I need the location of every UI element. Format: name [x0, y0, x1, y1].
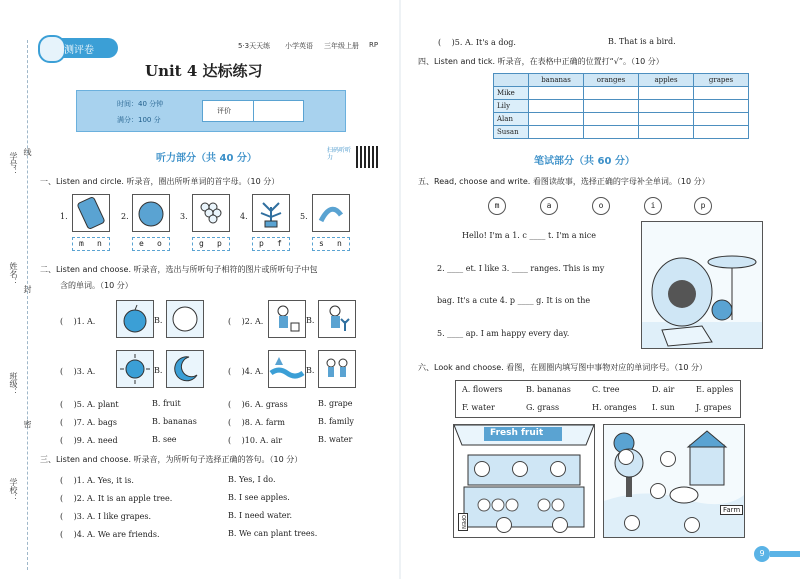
- answer-circle[interactable]: [650, 483, 666, 499]
- moon-picture-icon: [166, 350, 204, 388]
- s2-item-1: ( )1. A.: [60, 317, 96, 326]
- bind-mark-line: 线: [23, 148, 32, 156]
- s1-num: 1.: [60, 212, 68, 221]
- letter-option: a: [540, 197, 558, 215]
- section1-title: 一、Listen and circle. 听录音，圈出所听单词的首字母。（10 分）: [40, 177, 280, 186]
- page-stripe: [770, 551, 800, 557]
- unit-title: Unit 4 达标练习: [145, 62, 263, 80]
- river-picture-icon: [268, 350, 306, 388]
- s2-item-7: ( )7. A. bags: [60, 418, 117, 427]
- section2-title-line1: 二、Listen and choose. 听录音，选出与所听句子相符的图片或所听句子中包: [40, 265, 318, 274]
- s3-item-2-b: B. I see apples.: [228, 493, 290, 502]
- s2-item-9: ( )9. A. need: [60, 436, 118, 445]
- section4-title: 四、Listen and tick. 听录音，在表格中正确的位置打“√”。（10 分）: [418, 57, 664, 66]
- snake-picture-icon: [312, 194, 350, 232]
- orange-picture-icon: [166, 300, 204, 338]
- word-option: A. flowers: [462, 385, 503, 394]
- test-badge: [38, 38, 118, 58]
- s3-item-1-b: B. Yes, I do.: [228, 475, 276, 484]
- s3-item-4: ( )4. A. We are friends.: [60, 530, 160, 539]
- grapes-picture-icon: [192, 194, 230, 232]
- binding-sidebar: [0, 0, 38, 579]
- word-option: I. sun: [652, 403, 675, 412]
- s2-item-6: ( )6. A. grass: [228, 400, 288, 409]
- section2-title-line2: 含的单词。（10 分）: [60, 281, 133, 290]
- section5-title: 五、Read, choose and write. 看图读故事，选择正确的字母补全单词。（10 分）: [418, 177, 710, 186]
- answer-circle[interactable]: [684, 517, 700, 533]
- binding-line: [27, 40, 28, 570]
- page-fold: [399, 0, 401, 579]
- written-section-title: 笔试部分（共 60 分）: [534, 156, 635, 167]
- header-grade: 三年级上册: [324, 42, 359, 50]
- answer-circle[interactable]: [550, 461, 566, 477]
- s2-item-10-b: B. water: [318, 435, 353, 444]
- s2-item-5-b: B. fruit: [152, 399, 181, 408]
- farm-sign: Farm: [720, 505, 743, 515]
- orange-picture-icon: [132, 194, 170, 232]
- listening-section-title: 听力部分（共 40 分）: [156, 153, 257, 164]
- word-option: F. water: [462, 403, 495, 412]
- s2-item-5: ( )5. A. plant: [60, 400, 119, 409]
- s2-item-4: ( )4. A.: [228, 367, 264, 376]
- table-row: Mike: [494, 87, 749, 100]
- table-row: Susan: [494, 126, 749, 139]
- s3-item-1: ( )1. A. Yes, it is.: [60, 476, 134, 485]
- boy-planting-picture-icon: [318, 300, 356, 338]
- boy-watering-picture-icon: [268, 300, 306, 338]
- plant-picture-icon: [252, 194, 290, 232]
- open-sign: OPEN: [460, 515, 466, 529]
- answer-circle[interactable]: [618, 449, 634, 465]
- story-line-3: bag. It's a cute 4. p ____ g. It is on the: [437, 296, 591, 305]
- letter-option: p: [694, 197, 712, 215]
- phone-picture-icon: [72, 194, 110, 232]
- letter-choice-box[interactable]: s n: [312, 237, 350, 251]
- student-number-label: 学号：: [9, 152, 18, 176]
- s2-item-3: ( )3. A.: [60, 367, 96, 376]
- answer-circle[interactable]: [552, 517, 568, 533]
- section3-title: 三、Listen and choose. 听录音，为所听句子选择正确的答句。（10 分）: [40, 455, 303, 464]
- answer-circle[interactable]: [660, 451, 676, 467]
- time-limit: 时间：40 分钟: [117, 100, 164, 108]
- header-series: 5·3天天练: [238, 42, 271, 50]
- header-edition: RP: [369, 41, 379, 49]
- school-label: 学校：: [9, 478, 18, 502]
- bind-mark-seal: 封: [23, 285, 32, 293]
- letter-choice-box[interactable]: g p: [192, 237, 230, 251]
- s2-item-9-b: B. see: [152, 435, 177, 444]
- word-option: H. oranges: [592, 403, 637, 412]
- s3-item-5-b: B. That is a bird.: [608, 37, 676, 46]
- s3-item-3-b: B. I need water.: [228, 511, 293, 520]
- letter-choice-box[interactable]: m n: [72, 237, 110, 251]
- s3-item-3: ( )3. A. I like grapes.: [60, 512, 151, 521]
- word-option: J. grapes: [696, 403, 732, 412]
- section6-title: 六、Look and choose. 看图，在圆圈内填写图中事物对应的单词序号。（10 分）: [418, 363, 708, 372]
- story-line-4: 5. ____ ap. I am happy every day.: [437, 329, 570, 338]
- page-number: 9: [754, 546, 770, 562]
- full-score: 满分：100 分: [117, 116, 161, 124]
- s3-item-4-b: B. We can plant trees.: [228, 529, 318, 538]
- tick-table: [493, 73, 749, 139]
- s2-item-10: ( )10. A. air: [228, 436, 283, 445]
- badge-label: 测评卷: [64, 45, 94, 56]
- s3-item-2: ( )2. A. It is an apple tree.: [60, 494, 173, 503]
- header-subject: 小学英语: [285, 42, 313, 50]
- letter-option: o: [592, 197, 610, 215]
- class-label: 班级：: [9, 372, 18, 396]
- word-option: E. apples: [696, 385, 734, 394]
- table-row: Lily: [494, 100, 749, 113]
- s2-item-4-b: B.: [306, 366, 315, 375]
- word-bank: [455, 380, 741, 418]
- cat-story-picture: [641, 221, 763, 349]
- answer-circle[interactable]: [474, 461, 490, 477]
- letter-choice-box[interactable]: p f: [252, 237, 290, 251]
- farm-picture: [603, 424, 745, 538]
- answer-circle[interactable]: [496, 517, 512, 533]
- evaluation-box[interactable]: [202, 100, 304, 122]
- sun-picture-icon: [116, 350, 154, 388]
- letter-choice-box[interactable]: e o: [132, 237, 170, 251]
- s2-item-7-b: B. bananas: [152, 417, 197, 426]
- table-row: Alan: [494, 113, 749, 126]
- word-option: G. grass: [526, 403, 560, 412]
- qr-label: 扫码听听力: [327, 147, 352, 161]
- s3-item-5: ( )5. A. It's a dog.: [438, 38, 516, 47]
- word-option: C. tree: [592, 385, 620, 394]
- fruit-stand-picture: [453, 424, 595, 538]
- s2-item-6-b: B. grape: [318, 399, 353, 408]
- name-label: 姓名：: [9, 262, 18, 286]
- letter-option: i: [644, 197, 662, 215]
- evaluation-label: 评价: [217, 107, 231, 115]
- word-option: D. air: [652, 385, 675, 394]
- s2-item-8: ( )8. A. farm: [228, 418, 285, 427]
- s1-num: 2.: [121, 212, 129, 221]
- mascot-avatar-icon: [38, 35, 66, 63]
- playing-children-picture-icon: [318, 350, 356, 388]
- s2-item-2-b: B.: [306, 316, 315, 325]
- story-line-2: 2. ____ et. I like 3. ____ ranges. This is my: [437, 264, 605, 273]
- story-line-1: Hello! I'm a 1. c ____ t. I'm a nice: [462, 231, 596, 240]
- fresh-fruit-sign: Fresh fruit: [490, 428, 544, 438]
- tick-table-header: bananas oranges apples grapes: [494, 74, 749, 87]
- s2-item-8-b: B. family: [318, 417, 354, 426]
- qr-code-icon[interactable]: [356, 146, 378, 168]
- letter-option: m: [488, 197, 506, 215]
- s1-num: 5.: [300, 212, 308, 221]
- s1-num: 4.: [240, 212, 248, 221]
- answer-circle[interactable]: [512, 461, 528, 477]
- bind-mark-secret: 密: [23, 420, 32, 428]
- s2-item-3-b: B.: [154, 366, 163, 375]
- s1-num: 3.: [180, 212, 188, 221]
- s2-item-1-b: B.: [154, 316, 163, 325]
- answer-circle[interactable]: [624, 515, 640, 531]
- s2-item-2: ( )2. A.: [228, 317, 264, 326]
- apple-picture-icon: [116, 300, 154, 338]
- word-option: B. bananas: [526, 385, 571, 394]
